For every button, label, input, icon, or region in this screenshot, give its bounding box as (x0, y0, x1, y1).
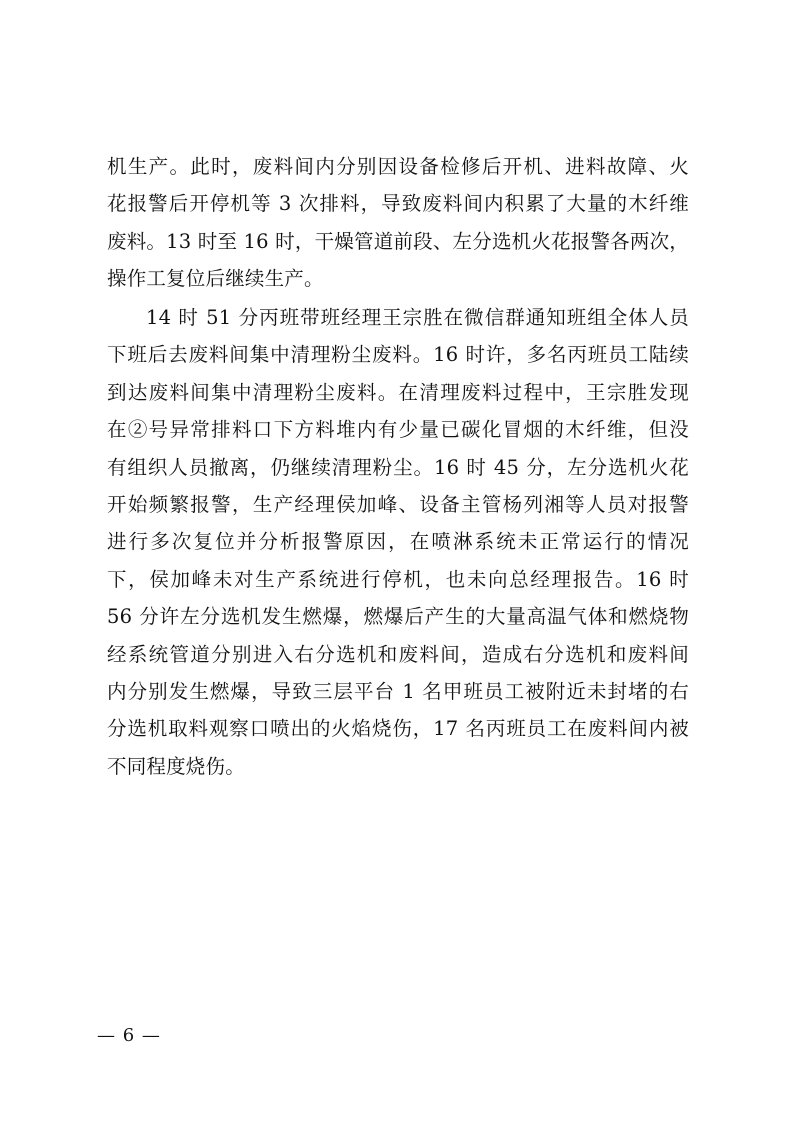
text-line: 在②号异常排料口下方料堆内有少量已碳化冒烟的木纤维，但没 (107, 418, 689, 442)
text-line: 花报警后开停机等 3 次排料，导致废料间内积累了大量的木纤维 (107, 192, 689, 216)
text-line: 下，侯加峰未对生产系统进行停机，也未向总经理报告。16 时 (107, 567, 689, 591)
text-line: 机生产。此时，废料间内分别因设备检修后开机、进料故障、火 (107, 155, 689, 178)
text-line: 经系统管道分别进入右分选机和废料间，造成右分选机和废料间 (107, 642, 689, 666)
text-line: 进行多次复位并分析报警原因，在喷淋系统未正常运行的情况 (107, 530, 689, 554)
paragraph (107, 299, 689, 785)
text-line: 56 分许左分选机发生燃爆，燃爆后产生的大量高温气体和燃烧物 (107, 605, 689, 629)
text-line: 操作工复位后继续生产。 (107, 267, 324, 291)
paragraph (107, 148, 689, 298)
page-number: — 6 — (97, 1025, 161, 1046)
text-line: 分选机取料观察口喷出的火焰烧伤，17 名丙班员工在废料间内被 (107, 717, 689, 741)
text-line: 内分别发生燃爆，导致三层平台 1 名甲班员工被附近未封堵的右 (107, 679, 689, 703)
text-line: 开始频繁报警，生产经理侯加峰、设备主管杨列湘等人员对报警 (107, 493, 689, 517)
text-line: 不同程度烧伤。 (107, 754, 245, 778)
text-line: 14 时 51 分丙班带班经理王宗胜在微信群通知班组全体人员 (146, 306, 689, 330)
text-line: 废料。13 时至 16 时，干燥管道前段、左分选机火花报警各两次， (107, 229, 689, 253)
body-text (107, 148, 689, 785)
text-line: 下班后去废料间集中清理粉尘废料。16 时许，多名丙班员工陆续 (107, 343, 689, 367)
text-line: 有组织人员撤离，仍继续清理粉尘。16 时 45 分，左分选机火花 (107, 455, 689, 479)
text-line: 到达废料间集中清理粉尘废料。在清理废料过程中，王宗胜发现 (107, 380, 689, 404)
